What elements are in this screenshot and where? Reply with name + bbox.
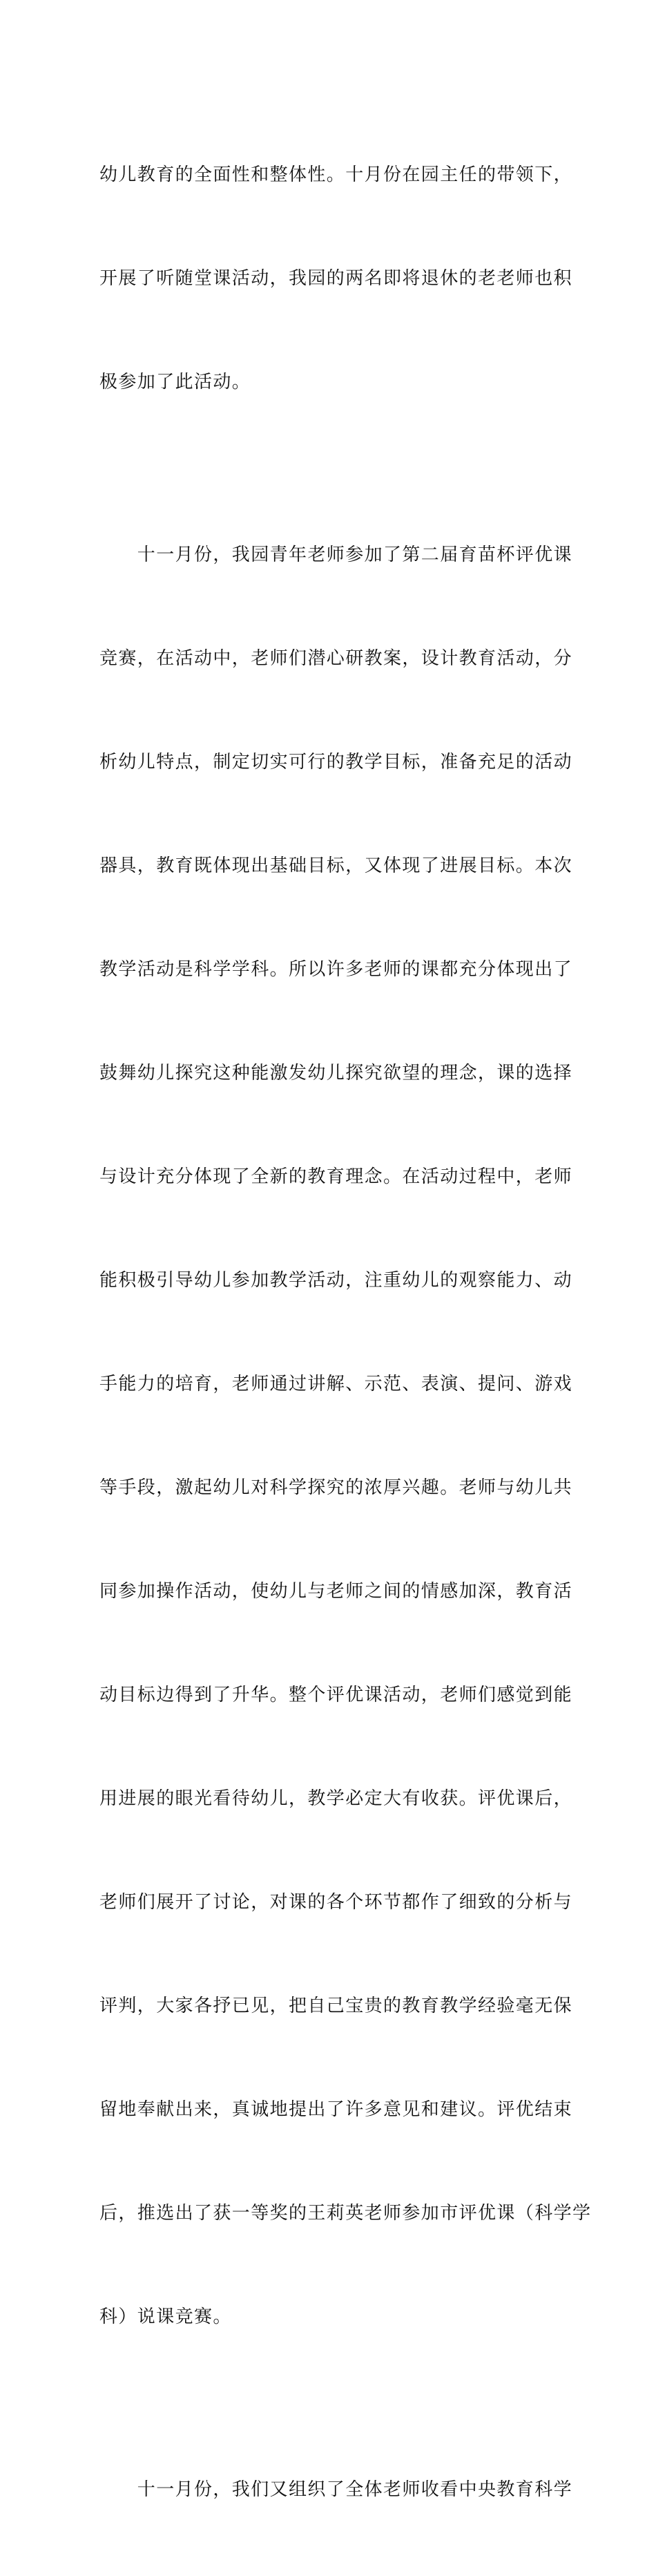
text-line: 用进展的眼光看待幼儿，教学必定大有收获。评优课后，: [99, 1788, 573, 1809]
text-line: 鼓舞幼儿探究这种能激发幼儿探究欲望的理念，课的选择: [99, 1063, 573, 1083]
text-line: 与设计充分体现了全新的教育理念。在活动过程中，老师: [99, 1166, 573, 1187]
text-line: 开展了听随堂课活动，我园的两名即将退休的老老师也积: [99, 268, 573, 289]
text-line: 后，推选出了获一等奖的王莉英老师参加市评优课（科学学: [99, 2203, 592, 2224]
text-line: 竞赛，在活动中，老师们潜心研教案，设计教育活动，分: [99, 648, 573, 669]
text-line: 评判，大家各抒已见，把自己宝贵的教育教学经验毫无保: [99, 1996, 573, 2016]
text-line: 器具，教育既体现出基础目标，又体现了进展目标。本次: [99, 855, 573, 876]
text-line: 十一月份，我园青年老师参加了第二届育苗杯评优课: [99, 544, 573, 565]
text-line: 同参加操作活动，使幼儿与老师之间的情感加深，教育活: [99, 1581, 573, 1602]
text-line: 析幼儿特点，制定切实可行的教学目标，准备充足的活动: [99, 752, 573, 773]
paragraph-2: [99, 468, 592, 2403]
text-line: 幼儿教育的全面性和整体性。十月份在园主任的带领下，: [99, 164, 573, 185]
text-line: 手能力的培育，老师通过讲解、示范、表演、提问、游戏: [99, 1374, 573, 1394]
text-line: 能积极引导幼儿参加教学活动，注重幼儿的观察能力、动: [99, 1270, 573, 1291]
text-line: 留地奉献出来，真诚地提出了许多意见和建议。评优结束: [99, 2099, 573, 2120]
body-text: [99, 88, 592, 2576]
text-line: 教学活动是科学学科。所以许多老师的课都充分体现出了: [99, 959, 573, 980]
paragraph-3: [99, 2403, 573, 2576]
text-line: 老师们展开了讨论，对课的各个环节都作了细致的分析与: [99, 1892, 573, 1913]
text-line: 等手段，激起幼儿对科学探究的浓厚兴趣。老师与幼儿共: [99, 1477, 573, 1498]
text-line: 科）说课竞赛。: [99, 2307, 232, 2327]
paragraph-1: [99, 88, 573, 468]
text-line: 十一月份，我们又组织了全体老师收看中央教育科学: [99, 2479, 573, 2500]
text-line: 极参加了此活动。: [99, 372, 251, 392]
text-line: 动目标边得到了升华。整个评优课活动，老师们感觉到能: [99, 1685, 573, 1705]
